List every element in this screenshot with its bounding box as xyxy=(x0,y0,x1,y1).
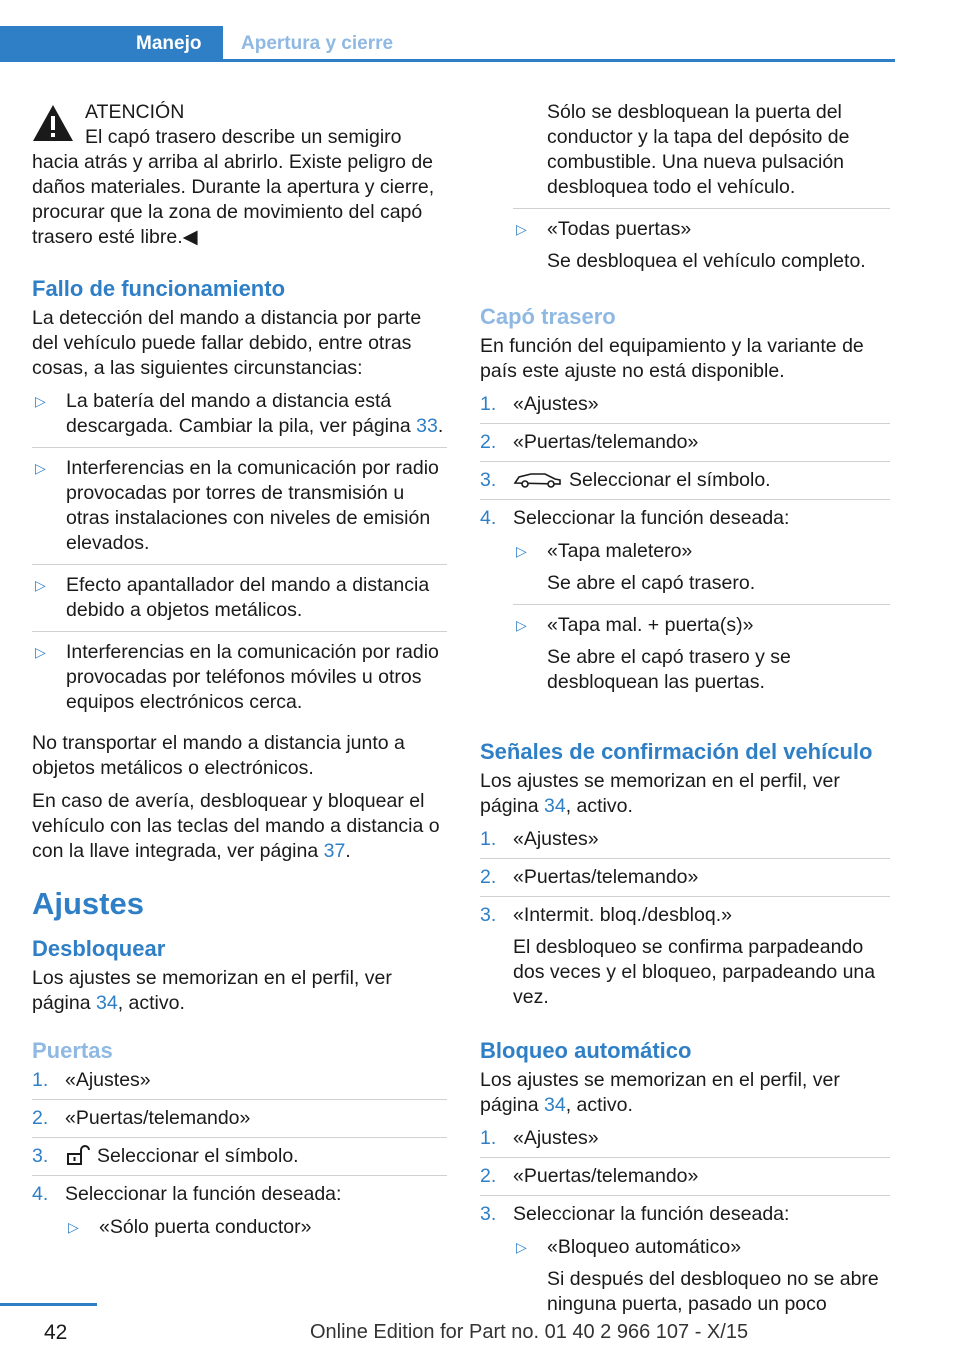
header-tab-apertura[interactable]: Apertura y cierre xyxy=(241,33,394,54)
list-item: ▷ La batería del mando a distancia está descargada. Cambiar la pila, ver página 33. xyxy=(32,389,447,448)
warning-triangle-icon xyxy=(32,104,74,142)
unlock-symbol-icon xyxy=(65,1145,91,1165)
heading-puertas: Puertas xyxy=(32,1038,113,1063)
page-link[interactable]: 34 xyxy=(95,992,118,1014)
capo-steps xyxy=(480,392,890,717)
list-item: ▷ Interferencias en la comunicación por radio provocadas por teléfonos móviles u otros equipos electrónicos cerca. xyxy=(35,641,439,713)
warning-box xyxy=(32,100,447,250)
list-item: 4. Seleccionar la función deseada: ▷ «Tapa maletero» Se abre el capó trasero. ▷ «Tapa mal. + puerta(s)» Se abre el capó trasero y se desbloquean las puertas. xyxy=(480,506,890,717)
page-link[interactable]: 34 xyxy=(543,1094,566,1116)
list-item: 3. Seleccionar el símbolo. xyxy=(32,1144,447,1176)
left-column xyxy=(32,100,447,1270)
triangle-right-icon: ▷ xyxy=(516,221,527,237)
triangle-right-icon: ▷ xyxy=(35,460,46,476)
triangle-right-icon: ▷ xyxy=(516,543,527,559)
fallo-averia: En caso de avería, desbloquear y bloquear el vehículo con las teclas del mando a distancia o con la llave integrada, ver página 37. xyxy=(32,790,440,862)
page-link[interactable]: 37 xyxy=(323,840,346,862)
list-item: 3. «Intermit. bloq./desbloq.» El desbloqueo se confirma parpadeando dos veces y el bloqueo, parpadeando una vez. xyxy=(480,904,876,1008)
list-item: 1. «Ajustes» xyxy=(480,827,890,859)
header-rule xyxy=(223,59,895,62)
fallo-note: No transportar el mando a distancia junto a objetos metálicos o electrónicos. xyxy=(32,732,405,779)
list-item: Sólo se desbloquean la puerta del conductor y la tapa del depósito de combustible. Una nueva pulsación desbloquea todo el vehículo. xyxy=(513,100,890,209)
puertas-options xyxy=(65,1215,447,1248)
page-header xyxy=(0,26,895,62)
senales-steps xyxy=(480,827,890,1016)
car-trunk-symbol-icon xyxy=(513,469,563,489)
heading-desbloquear: Desbloquear xyxy=(32,936,166,961)
list-item: 1. «Ajustes» xyxy=(32,1068,447,1100)
list-item: 2. «Puertas/telemando» xyxy=(480,1164,890,1196)
page-link[interactable]: 33 xyxy=(416,415,438,437)
fallo-list xyxy=(32,389,447,723)
puertas-steps xyxy=(32,1068,447,1262)
capo-options xyxy=(513,539,890,703)
puertas-options-cont xyxy=(513,100,890,282)
triangle-right-icon: ▷ xyxy=(35,644,46,660)
triangle-right-icon: ▷ xyxy=(35,393,46,409)
footer-rule xyxy=(0,1303,97,1306)
list-item: 1. «Ajustes» xyxy=(480,392,890,424)
list-item: 1. «Ajustes» xyxy=(480,1126,890,1158)
warning-title: ATENCIÓN xyxy=(85,101,185,123)
senales-text: Los ajustes se memorizan en el perfil, ver página 34, activo. xyxy=(480,770,840,817)
capo-intro: En función del equipamiento y la variante de país este ajuste no está disponible. xyxy=(480,335,864,382)
page-link[interactable]: 34 xyxy=(543,795,566,817)
fallo-intro: La detección del mando a distancia por parte del vehículo puede fallar debido, entre otras cosas, a las siguientes circunstancias: xyxy=(32,307,422,379)
page-number: 42 xyxy=(44,1321,68,1344)
heading-fallo: Fallo de funcionamiento xyxy=(32,276,286,301)
page-footer xyxy=(0,1302,960,1362)
desbloquear-text: Los ajustes se memorizan en el perfil, ver página 34, activo. xyxy=(32,967,392,1014)
list-item: 3. Seleccionar el símbolo. xyxy=(480,468,890,500)
bloqueo-text: Los ajustes se memorizan en el perfil, ver página 34, activo. xyxy=(480,1069,840,1116)
triangle-right-icon: ▷ xyxy=(516,1239,527,1255)
right-column xyxy=(480,100,890,1347)
list-item: ▷ «Sólo puerta conductor» xyxy=(68,1216,312,1238)
list-item: ▷ Efecto apantallador del mando a distancia debido a objetos metálicos. xyxy=(32,573,447,632)
list-item: 4. Seleccionar la función deseada: ▷ «Sólo puerta conductor» xyxy=(32,1182,447,1262)
heading-bloqueo: Bloqueo automático xyxy=(480,1038,692,1063)
triangle-right-icon: ▷ xyxy=(35,577,46,593)
list-item: ▷ «Tapa mal. + puerta(s)» Se abre el capó trasero y se desbloquean las puertas. xyxy=(516,614,791,693)
list-item: 2. «Puertas/telemando» xyxy=(32,1106,447,1138)
list-item: ▷ «Bloqueo automático» Si después del desbloqueo no se abre ninguna puerta, pasado un poco xyxy=(516,1236,879,1315)
list-item: ▷ «Tapa maletero» Se abre el capó trasero. xyxy=(513,539,890,605)
triangle-right-icon: ▷ xyxy=(68,1219,79,1235)
list-item: 3. Seleccionar la función deseada: ▷ «Bloqueo automático» Si después del desbloqueo no se abre ninguna puerta, pasado un poco xyxy=(480,1202,890,1339)
list-item: 2. «Puertas/telemando» xyxy=(480,865,890,897)
list-item: 2. «Puertas/telemando» xyxy=(480,430,890,462)
heading-senales: Señales de confirmación del vehículo xyxy=(480,739,873,764)
heading-ajustes: Ajustes xyxy=(32,886,144,921)
heading-capo: Capó trasero xyxy=(480,304,616,329)
list-item: ▷ Interferencias en la comunicación por radio provocadas por torres de transmisión u otras instalaciones con niveles de emisión elevados. xyxy=(32,456,447,565)
warning-text: El capó trasero describe un semigiro hacia atrás y arriba al abrirlo. Existe peligro de daños materiales. Durante la apertura y cierre, procurar que la zona de movimiento del capó trasero esté libre.◀ xyxy=(32,126,435,248)
header-tab-manejo[interactable]: Manejo xyxy=(136,33,202,54)
edition-text: Online Edition for Part no. 01 40 2 966 107 - X/15 xyxy=(310,1321,749,1343)
list-item: ▷ «Todas puertas» Se desbloquea el vehículo completo. xyxy=(516,218,866,272)
triangle-right-icon: ▷ xyxy=(516,617,527,633)
